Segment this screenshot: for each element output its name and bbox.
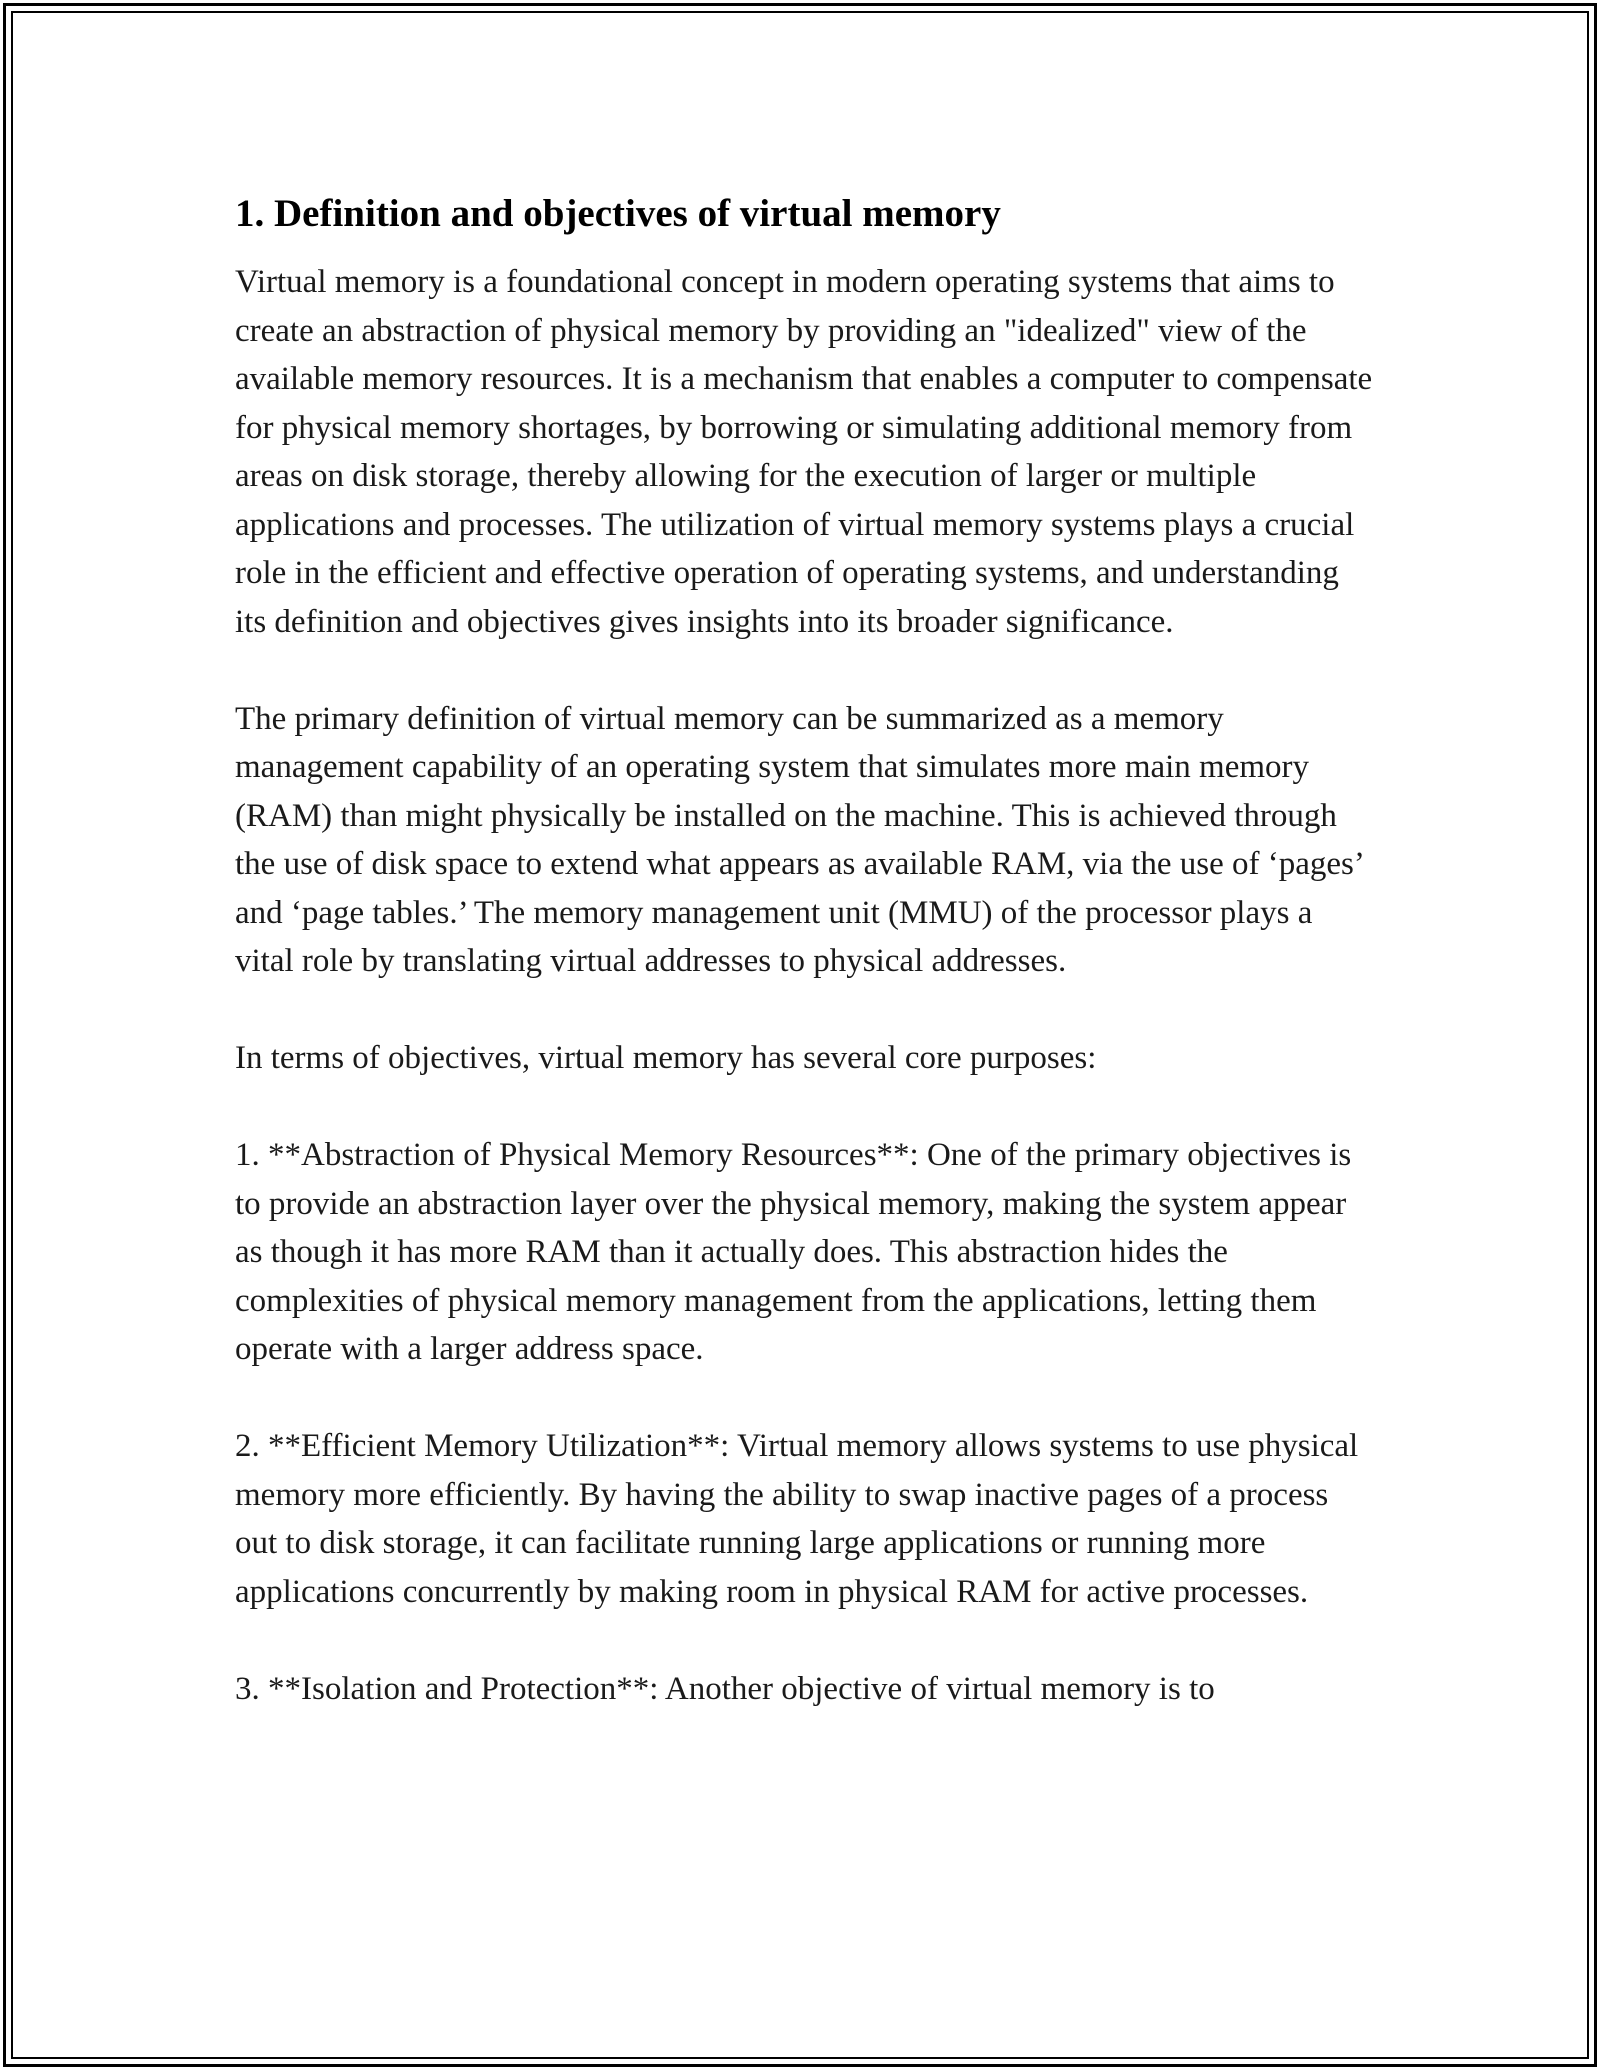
document-body xyxy=(235,188,1375,1762)
paragraph-objective-3: 3. **Isolation and Protection**: Another objective of virtual memory is to xyxy=(235,1670,1215,1707)
paragraph-intro: Virtual memory is a foundational concept in modern operating systems that aims to create an abstraction of physical memory by providing an "idealized" view of the available memory resources. It is a mechanism that enables a computer to compensate for physical memory shortages, by borrowing or simulating additional memory from areas on disk storage, thereby allowing for the execution of larger or multiple applications and processes. The utilization of virtual memory systems plays a crucial role in the efficient and effective operation of operating systems, and understanding its definition and objectives gives insights into its broader significance. xyxy=(235,264,1373,640)
paragraph-objectives-intro: In terms of objectives, virtual memory has several core purposes: xyxy=(235,1040,1097,1076)
paragraph-objective-1: 1. **Abstraction of Physical Memory Resources**: One of the primary objectives is to provide an abstraction layer over the physical memory, making the system appear as though it has more RAM than it actually does. This abstraction hides the complexities of physical memory management from the applications, letting them operate with a larger address space. xyxy=(235,1137,1352,1367)
paragraph-objective-2: 2. **Efficient Memory Utilization**: Virtual memory allows systems to use physical memory more efficiently. By having the ability to swap inactive pages of a process out to disk storage, it can facilitate running large applications or running more applications concurrently by making room in physical RAM for active processes. xyxy=(235,1428,1359,1610)
paragraph-definition: The primary definition of virtual memory can be summarized as a memory management capability of an operating system that simulates more main memory (RAM) than might physically be installed on the machine. This is achieved through the use of disk space to extend what appears as available RAM, via the use of ‘pages’ and ‘page tables.’ The memory management unit (MMU) of the processor plays a vital role by translating virtual addresses to physical addresses. xyxy=(235,700,1363,979)
section-heading: 1. Definition and objectives of virtual memory xyxy=(235,192,1001,235)
